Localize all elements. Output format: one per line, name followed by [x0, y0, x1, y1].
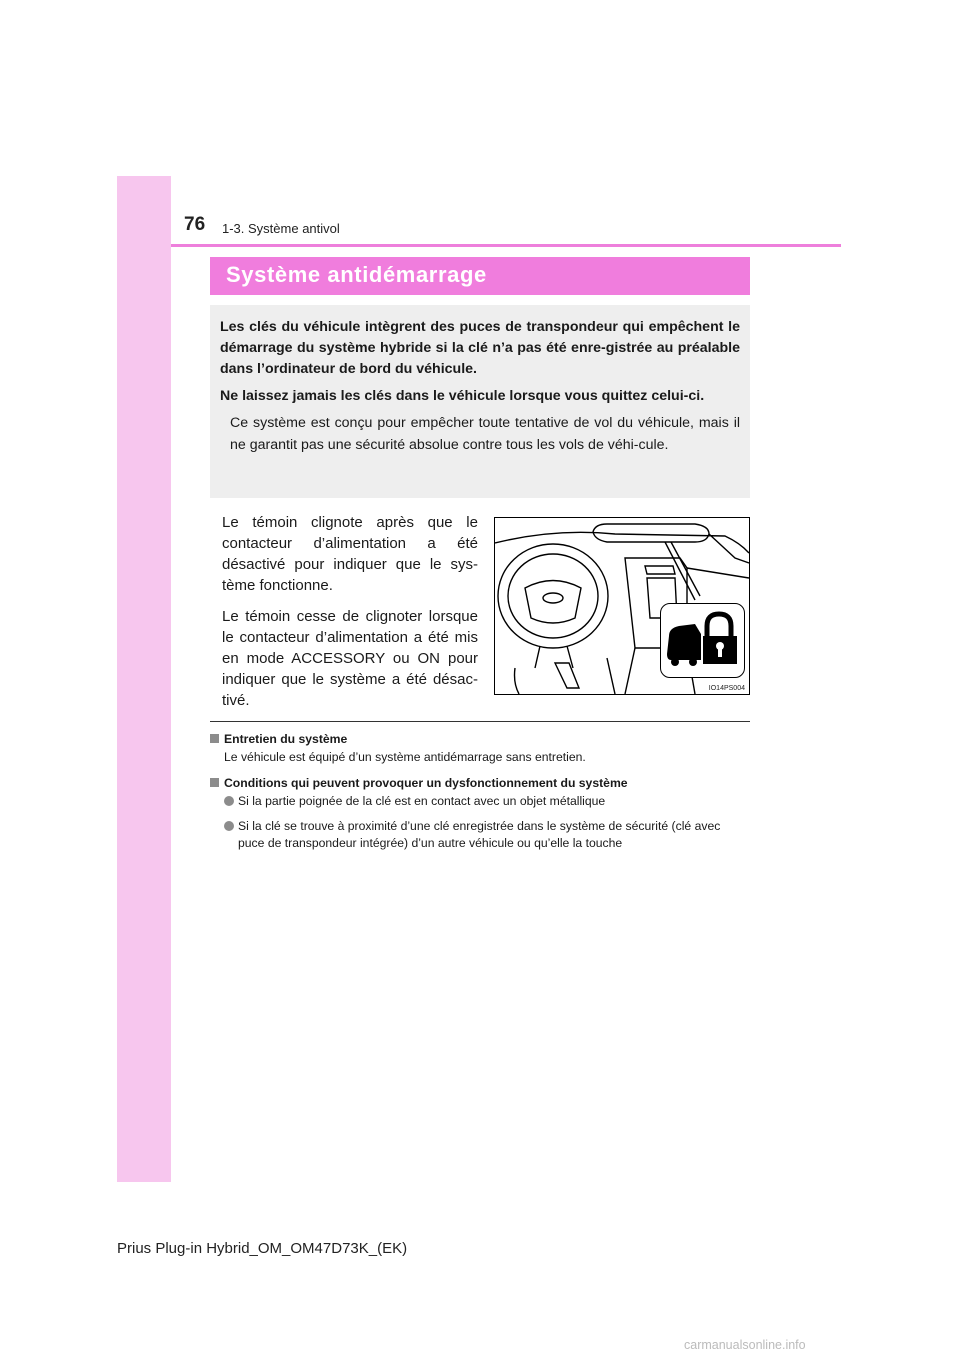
watermark: carmanualsonline.info — [684, 1338, 806, 1352]
note-heading-malfunction — [210, 775, 750, 791]
body-text — [222, 512, 478, 721]
note-text-maintenance: Le véhicule est équipé d’un système antidémarrage sans entretien. — [224, 750, 586, 764]
notes-section — [210, 731, 750, 860]
note-bullet-item — [210, 793, 750, 810]
intro-note: Ce système est conçu pour empêcher toute tentative de vol du véhicule, mais il ne garantit pas une sécurité absolue contre tous les vols de véhi-cule. — [230, 415, 740, 453]
header-rule — [171, 244, 841, 247]
round-bullet-icon — [224, 821, 234, 831]
notes-rule — [210, 721, 750, 722]
intro-box — [210, 305, 750, 498]
note-bullet-item — [210, 818, 750, 852]
padlock-indicator-icon — [661, 604, 743, 676]
section-label: 1-3. Système antivol — [222, 221, 340, 236]
title-bar — [210, 257, 750, 295]
page-title: Système antidémarrage — [226, 262, 487, 287]
square-bullet-icon — [210, 734, 219, 743]
footer-manual-id: Prius Plug-in Hybrid_OM_OM47D73K_(EK) — [117, 1240, 408, 1257]
security-indicator-callout — [660, 603, 745, 678]
figure-code: IO14PS004 — [708, 685, 745, 692]
side-tab-band — [117, 176, 171, 1182]
note-heading-maintenance — [210, 731, 750, 747]
note-bullet-text: Si la partie poignée de la clé est en contact avec un objet métallique — [238, 794, 606, 808]
dashboard-illustration — [494, 517, 750, 695]
note-heading-text: Entretien du système — [224, 732, 348, 746]
page-number: 76 — [184, 214, 206, 235]
square-bullet-icon — [210, 778, 219, 787]
note-bullet-text: Si la clé se trouve à proximité d’une clé enregistrée dans le système de sécurité (clé avec puce de transpondeur intégrée) d’un autre véhicule ou qu’elle la touche — [238, 819, 721, 850]
body-paragraph-2: Le témoin cesse de clignoter lorsque le contacteur d’alimentation a été mis en mode ACCESSORY ou ON pour indiquer que le système a été désac-tivé. — [222, 608, 478, 709]
intro-bold-1: Les clés du véhicule intègrent des puces de transpondeur qui empêchent le démarrage du système hybride si la clé n’a pas été enre-gistrée au préalable dans l’ordinateur de bord du véhicule. — [220, 319, 740, 377]
note-heading-text: Conditions qui peuvent provoquer un dysfonctionnement du système — [224, 776, 628, 790]
intro-bold-2: Ne laissez jamais les clés dans le véhicule lorsque vous quittez celui-ci. — [220, 388, 705, 404]
round-bullet-icon — [224, 796, 234, 806]
body-paragraph-1: Le témoin clignote après que le contacteur d’alimentation a été désactivé pour indiquer que le sys-tème fonctionne. — [222, 514, 478, 594]
